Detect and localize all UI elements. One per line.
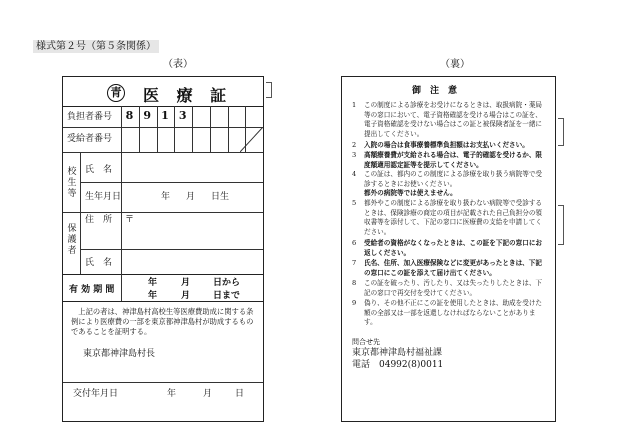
notice-item-number: 1	[352, 101, 357, 109]
notice-item	[352, 279, 548, 298]
validity-label: 有 効 期 間	[69, 285, 115, 295]
recipient-number-label: 受給者番号	[67, 134, 113, 144]
notice-item	[352, 170, 548, 189]
diagonal-stroke	[240, 127, 263, 152]
notice-item-text: この証は、都内のこの制度による診療を取り扱う病院等で受診するときにお使いください。	[364, 170, 543, 188]
notice-item	[352, 199, 548, 237]
blue-circle-mark: 青	[107, 84, 125, 102]
notice-item-text: 都外の病院等では使えません。	[364, 189, 457, 197]
certification-notice: 上記の者は、神津島村高校生等医療費助成に関する条例により医療費の一部を東京都神津島村が助成するものであることを証明する。	[71, 307, 254, 337]
issue-date-label: 交付年月日	[73, 389, 119, 399]
issue-day: 日	[235, 389, 245, 399]
notice-item	[352, 141, 548, 151]
mayor-signature: 東京都神津島村長	[83, 349, 156, 359]
student-name-label: 氏 名	[85, 165, 113, 175]
postal-mark: 〒	[125, 215, 135, 225]
notice-item-number: 3	[352, 151, 357, 159]
validity-from-year: 年	[148, 278, 158, 288]
notice-item-text: 氏名、住所、加入医療保険などに変更があったときは、下記の窓口にこの証を添えて届け出てください。	[364, 259, 542, 277]
notice-item	[352, 151, 548, 170]
front-card	[62, 76, 264, 422]
card-title: 医 療 証	[143, 86, 233, 105]
contact-label: 問合せ先	[352, 338, 380, 346]
notice-item	[352, 259, 548, 278]
back-bracket-top	[558, 118, 564, 146]
burden-digit-cell: 3	[178, 109, 187, 122]
back-side-label: （裏）	[440, 59, 470, 70]
student-vertical-label: 校生等	[67, 167, 77, 199]
front-bracket	[266, 82, 272, 98]
validity-from-suffix: 日から	[213, 278, 241, 288]
address-label: 住 所	[85, 215, 113, 225]
issue-year: 年	[167, 389, 177, 399]
birthdate-month: 月	[186, 192, 196, 202]
contact-organization: 東京都神津島村福祉課	[352, 348, 443, 358]
validity-from-month: 月	[181, 278, 191, 288]
notice-item-number: 6	[352, 239, 357, 247]
burden-number-label: 負担者番号	[67, 112, 113, 122]
notice-item-number: 9	[352, 299, 357, 307]
burden-digit-cell: 9	[143, 109, 152, 122]
notice-item-text: 都外やこの制度による診療を取り扱わない病院等で受診するときは、保険診療の商定の項目が記載された自己負担分の領収書等を添付して、下記の窓口に医療費の支給を申請してください。	[364, 199, 543, 236]
notice-item-number: 8	[352, 279, 357, 287]
notice-item-number: 2	[352, 141, 357, 149]
burden-digit-cell: 8	[125, 109, 134, 122]
validity-to-month: 月	[181, 291, 191, 301]
form-label: 様式第２号（第５条関係）	[33, 40, 159, 53]
notice-item-text: この証を破ったり、汚したり、又は失ったりしたときは、下記の窓口で再交付を受けてください。	[364, 279, 543, 297]
birthdate-day: 日生	[211, 192, 230, 202]
notice-item	[352, 299, 548, 328]
notice-item-number: 5	[352, 199, 357, 207]
notice-item	[352, 101, 548, 139]
notice-item-text: 偽り、その他不正にこの証を使用したときは、助成を受けた額の全部又は一部を返還しなければならないことがあります。	[364, 299, 543, 327]
notice-item-text: 受給者の資格がなくなったときは、この証を下記の窓口にお返しください。	[364, 239, 543, 257]
issue-month: 月	[203, 389, 213, 399]
validity-to-year: 年	[148, 291, 158, 301]
birthdate-label: 生年月日	[85, 192, 122, 202]
notice-item-number: 7	[352, 259, 357, 267]
notice-item-text: 高額療養費が支給される場合は、電子的確認を受けるか、限度額適用認定証等を提示してください。	[364, 151, 543, 169]
notice-item-number: 4	[352, 170, 357, 178]
notice-item-text: この制度による診療をお受けになるときは、取扱病院・薬局等の窓口において、電子資格確認を受ける場合はこの証を、電子資格確認を受けない場合はこの証と被保険者証を一緒に提出してください。	[364, 101, 543, 138]
back-card	[341, 76, 556, 422]
back-title: 御 注 意	[412, 86, 458, 96]
birthdate-year: 年	[161, 192, 171, 202]
notice-item-text: 入院の場合は食事療養標準負担額はお支払いください。	[364, 141, 529, 149]
notice-item	[352, 239, 548, 258]
contact-phone: 電話 04992(8)0011	[352, 360, 444, 370]
burden-digit-cell: 1	[161, 109, 169, 122]
guardian-name-label: 氏 名	[85, 258, 113, 268]
back-bracket-bottom	[558, 205, 564, 245]
guardian-vertical-label: 保護者	[67, 224, 77, 256]
notice-item	[352, 189, 548, 199]
front-side-label: （表）	[163, 59, 193, 70]
validity-to-suffix: 日まで	[213, 291, 241, 301]
